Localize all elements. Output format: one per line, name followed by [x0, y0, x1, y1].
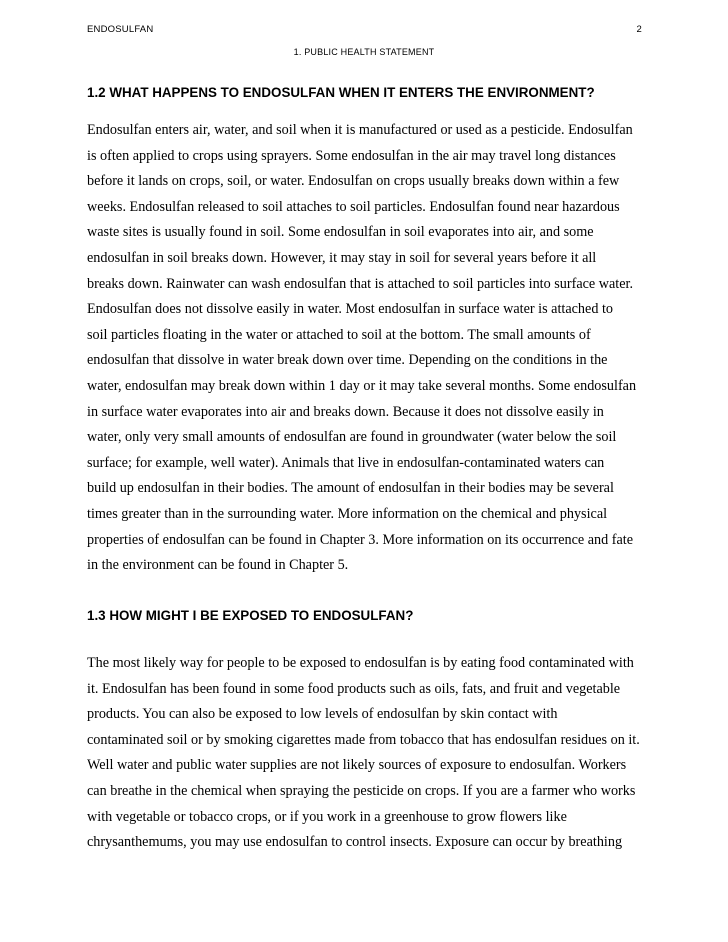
- page-number: 2: [636, 24, 642, 35]
- text-line: breaks down. Rainwater can wash endosulfan that is attached to soil particles into surface water.: [87, 275, 634, 292]
- text-line: properties of endosulfan can be found in Chapter 3. More information on its occurrence and fate: [87, 531, 634, 548]
- text-line: chrysanthemums, you may use endosulfan to control insects. Exposure can occur by breathing: [87, 834, 623, 851]
- text-line: products. You can also be exposed to low levels of endosulfan by skin contact with: [87, 706, 558, 723]
- text-line: weeks. Endosulfan released to soil attaches to soil particles. Endosulfan found near hazardous: [87, 198, 620, 215]
- text-line: in the environment can be found in Chapter 5.: [87, 557, 349, 574]
- text-line: is often applied to crops using sprayers. Some endosulfan in the air may travel long distances: [87, 147, 616, 164]
- text-line: waste sites is usually found in soil. Some endosulfan in soil evaporates into air, and some: [87, 224, 594, 241]
- text-line: surface; for example, well water). Animals that live in endosulfan-contaminated waters can: [87, 454, 605, 471]
- chapter-title: 1. PUBLIC HEALTH STATEMENT: [293, 47, 435, 57]
- text-line: can breathe in the chemical when spraying the pesticide on crops. If you are a farmer who works: [87, 782, 636, 799]
- text-line: contaminated soil or by smoking cigarettes made from tobacco that has endosulfan residues on it.: [87, 731, 640, 748]
- text-line: water, only very small amounts of endosulfan are found in groundwater (water below the soil: [87, 429, 617, 446]
- section-paragraph: [87, 118, 636, 579]
- running-title: ENDOSULFAN: [87, 24, 154, 35]
- text-line: Well water and public water supplies are not likely sources of exposure to endosulfan. Workers: [87, 757, 627, 774]
- text-line: Endosulfan enters air, water, and soil when it is manufactured or used as a pesticide. Endosulfan: [87, 122, 633, 138]
- text-line: times greater than in the surrounding water. More information on the chemical and physical: [87, 505, 608, 522]
- text-line: before it lands on crops, soil, or water. Endosulfan on crops usually breaks down within a few: [87, 173, 620, 190]
- section-heading: 1.3 HOW MIGHT I BE EXPOSED TO ENDOSULFAN?: [87, 608, 414, 623]
- text-line: soil particles floating in the water or attached to soil at the bottom. The small amounts of: [87, 326, 591, 343]
- text-line: with vegetable or tobacco crops, or if you work in a greenhouse to grow flowers like: [87, 808, 567, 825]
- section-heading: 1.2 WHAT HAPPENS TO ENDOSULFAN WHEN IT ENTERS THE ENVIRONMENT?: [87, 85, 595, 100]
- text-line: it. Endosulfan has been found in some food products such as oils, fats, and fruit and vegetable: [87, 680, 621, 697]
- text-line: water, endosulfan may break down within 1 day or it may take several months. Some endosulfan: [87, 377, 637, 394]
- running-header: [87, 24, 642, 38]
- section-paragraph: [87, 651, 640, 856]
- text-line: build up endosulfan in their bodies. The amount of endosulfan in their bodies may be several: [87, 480, 614, 497]
- text-line: Endosulfan does not dissolve easily in water. Most endosulfan in surface water is attached to: [87, 301, 613, 318]
- text-line: endosulfan that dissolve in water break down over time. Depending on the conditions in the: [87, 352, 608, 369]
- text-line: The most likely way for people to be exposed to endosulfan is by eating food contaminated with: [87, 655, 634, 671]
- text-line: in surface water evaporates into air and breaks down. Because it does not dissolve easily in: [87, 403, 604, 420]
- text-line: endosulfan in soil breaks down. However, it may stay in soil for several years before it all: [87, 249, 597, 266]
